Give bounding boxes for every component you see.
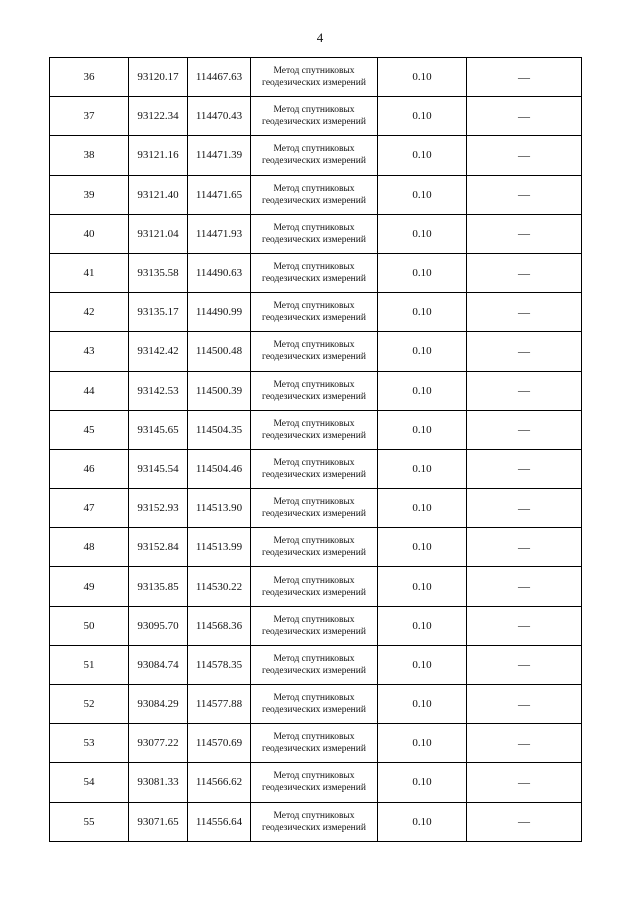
table-row	[50, 763, 582, 802]
method-cell: Метод спутниковых геодезических измерений	[251, 214, 378, 253]
x-coordinate-cell: 93122.34	[129, 97, 188, 136]
x-coordinate-cell: 93071.65	[129, 802, 188, 841]
y-coordinate-cell: 114490.63	[188, 253, 251, 292]
accuracy-cell: 0.10	[378, 175, 467, 214]
method-cell: Метод спутниковых геодезических измерений	[251, 175, 378, 214]
table-row	[50, 332, 582, 371]
table-row	[50, 410, 582, 449]
accuracy-cell: 0.10	[378, 253, 467, 292]
method-cell: Метод спутниковых геодезических измерений	[251, 685, 378, 724]
table-row	[50, 489, 582, 528]
x-coordinate-cell: 93077.22	[129, 724, 188, 763]
table-row	[50, 802, 582, 841]
table-row	[50, 214, 582, 253]
point-number-cell: 47	[50, 489, 129, 528]
x-coordinate-cell: 93142.53	[129, 371, 188, 410]
point-number-cell: 38	[50, 136, 129, 175]
y-coordinate-cell: 114570.69	[188, 724, 251, 763]
accuracy-cell: 0.10	[378, 136, 467, 175]
note-cell: —	[467, 410, 582, 449]
x-coordinate-cell: 93135.58	[129, 253, 188, 292]
table-row	[50, 724, 582, 763]
coordinates-table	[49, 57, 582, 842]
x-coordinate-cell: 93145.54	[129, 449, 188, 488]
table-row	[50, 606, 582, 645]
point-number-cell: 53	[50, 724, 129, 763]
y-coordinate-cell: 114467.63	[188, 58, 251, 97]
accuracy-cell: 0.10	[378, 97, 467, 136]
point-number-cell: 44	[50, 371, 129, 410]
table-row	[50, 567, 582, 606]
note-cell: —	[467, 567, 582, 606]
note-cell: —	[467, 214, 582, 253]
table-row	[50, 645, 582, 684]
note-cell: —	[467, 97, 582, 136]
table-row	[50, 685, 582, 724]
point-number-cell: 39	[50, 175, 129, 214]
x-coordinate-cell: 93084.74	[129, 645, 188, 684]
point-number-cell: 52	[50, 685, 129, 724]
point-number-cell: 40	[50, 214, 129, 253]
table-row	[50, 97, 582, 136]
method-cell: Метод спутниковых геодезических измерений	[251, 489, 378, 528]
point-number-cell: 50	[50, 606, 129, 645]
y-coordinate-cell: 114577.88	[188, 685, 251, 724]
method-cell: Метод спутниковых геодезических измерений	[251, 58, 378, 97]
y-coordinate-cell: 114513.99	[188, 528, 251, 567]
table-row	[50, 136, 582, 175]
y-coordinate-cell: 114500.39	[188, 371, 251, 410]
table-row	[50, 253, 582, 292]
y-coordinate-cell: 114556.64	[188, 802, 251, 841]
accuracy-cell: 0.10	[378, 489, 467, 528]
method-cell: Метод спутниковых геодезических измерений	[251, 567, 378, 606]
accuracy-cell: 0.10	[378, 449, 467, 488]
point-number-cell: 45	[50, 410, 129, 449]
accuracy-cell: 0.10	[378, 763, 467, 802]
method-cell: Метод спутниковых геодезических измерений	[251, 253, 378, 292]
method-cell: Метод спутниковых геодезических измерений	[251, 410, 378, 449]
accuracy-cell: 0.10	[378, 214, 467, 253]
note-cell: —	[467, 58, 582, 97]
table-body	[50, 58, 582, 842]
note-cell: —	[467, 253, 582, 292]
x-coordinate-cell: 93121.40	[129, 175, 188, 214]
x-coordinate-cell: 93142.42	[129, 332, 188, 371]
y-coordinate-cell: 114470.43	[188, 97, 251, 136]
note-cell: —	[467, 136, 582, 175]
note-cell: —	[467, 449, 582, 488]
accuracy-cell: 0.10	[378, 332, 467, 371]
note-cell: —	[467, 332, 582, 371]
point-number-cell: 54	[50, 763, 129, 802]
table-row	[50, 449, 582, 488]
note-cell: —	[467, 175, 582, 214]
x-coordinate-cell: 93120.17	[129, 58, 188, 97]
point-number-cell: 37	[50, 97, 129, 136]
y-coordinate-cell: 114566.62	[188, 763, 251, 802]
accuracy-cell: 0.10	[378, 58, 467, 97]
y-coordinate-cell: 114471.93	[188, 214, 251, 253]
method-cell: Метод спутниковых геодезических измерений	[251, 606, 378, 645]
y-coordinate-cell: 114530.22	[188, 567, 251, 606]
x-coordinate-cell: 93145.65	[129, 410, 188, 449]
x-coordinate-cell: 93121.16	[129, 136, 188, 175]
y-coordinate-cell: 114504.35	[188, 410, 251, 449]
x-coordinate-cell: 93095.70	[129, 606, 188, 645]
note-cell: —	[467, 528, 582, 567]
y-coordinate-cell: 114500.48	[188, 332, 251, 371]
table-row	[50, 293, 582, 332]
method-cell: Метод спутниковых геодезических измерений	[251, 332, 378, 371]
table-row	[50, 371, 582, 410]
note-cell: —	[467, 685, 582, 724]
y-coordinate-cell: 114490.99	[188, 293, 251, 332]
note-cell: —	[467, 293, 582, 332]
note-cell: —	[467, 606, 582, 645]
accuracy-cell: 0.10	[378, 567, 467, 606]
point-number-cell: 55	[50, 802, 129, 841]
accuracy-cell: 0.10	[378, 724, 467, 763]
method-cell: Метод спутниковых геодезических измерений	[251, 293, 378, 332]
accuracy-cell: 0.10	[378, 606, 467, 645]
point-number-cell: 51	[50, 645, 129, 684]
table-row	[50, 175, 582, 214]
y-coordinate-cell: 114471.39	[188, 136, 251, 175]
note-cell: —	[467, 724, 582, 763]
note-cell: —	[467, 371, 582, 410]
y-coordinate-cell: 114578.35	[188, 645, 251, 684]
note-cell: —	[467, 645, 582, 684]
point-number-cell: 41	[50, 253, 129, 292]
note-cell: —	[467, 802, 582, 841]
y-coordinate-cell: 114513.90	[188, 489, 251, 528]
method-cell: Метод спутниковых геодезических измерений	[251, 97, 378, 136]
method-cell: Метод спутниковых геодезических измерений	[251, 645, 378, 684]
page-number: 4	[316, 30, 324, 45]
accuracy-cell: 0.10	[378, 645, 467, 684]
x-coordinate-cell: 93152.93	[129, 489, 188, 528]
accuracy-cell: 0.10	[378, 528, 467, 567]
y-coordinate-cell: 114504.46	[188, 449, 251, 488]
point-number-cell: 36	[50, 58, 129, 97]
accuracy-cell: 0.10	[378, 685, 467, 724]
accuracy-cell: 0.10	[378, 371, 467, 410]
x-coordinate-cell: 93121.04	[129, 214, 188, 253]
point-number-cell: 42	[50, 293, 129, 332]
x-coordinate-cell: 93081.33	[129, 763, 188, 802]
point-number-cell: 49	[50, 567, 129, 606]
x-coordinate-cell: 93135.85	[129, 567, 188, 606]
point-number-cell: 48	[50, 528, 129, 567]
method-cell: Метод спутниковых геодезических измерений	[251, 724, 378, 763]
x-coordinate-cell: 93152.84	[129, 528, 188, 567]
point-number-cell: 43	[50, 332, 129, 371]
accuracy-cell: 0.10	[378, 293, 467, 332]
method-cell: Метод спутниковых геодезических измерений	[251, 763, 378, 802]
y-coordinate-cell: 114471.65	[188, 175, 251, 214]
table-row	[50, 58, 582, 97]
method-cell: Метод спутниковых геодезических измерений	[251, 371, 378, 410]
method-cell: Метод спутниковых геодезических измерений	[251, 449, 378, 488]
point-number-cell: 46	[50, 449, 129, 488]
x-coordinate-cell: 93135.17	[129, 293, 188, 332]
method-cell: Метод спутниковых геодезических измерений	[251, 136, 378, 175]
table-row	[50, 528, 582, 567]
method-cell: Метод спутниковых геодезических измерений	[251, 528, 378, 567]
x-coordinate-cell: 93084.29	[129, 685, 188, 724]
note-cell: —	[467, 489, 582, 528]
accuracy-cell: 0.10	[378, 802, 467, 841]
y-coordinate-cell: 114568.36	[188, 606, 251, 645]
method-cell: Метод спутниковых геодезических измерений	[251, 802, 378, 841]
accuracy-cell: 0.10	[378, 410, 467, 449]
note-cell: —	[467, 763, 582, 802]
